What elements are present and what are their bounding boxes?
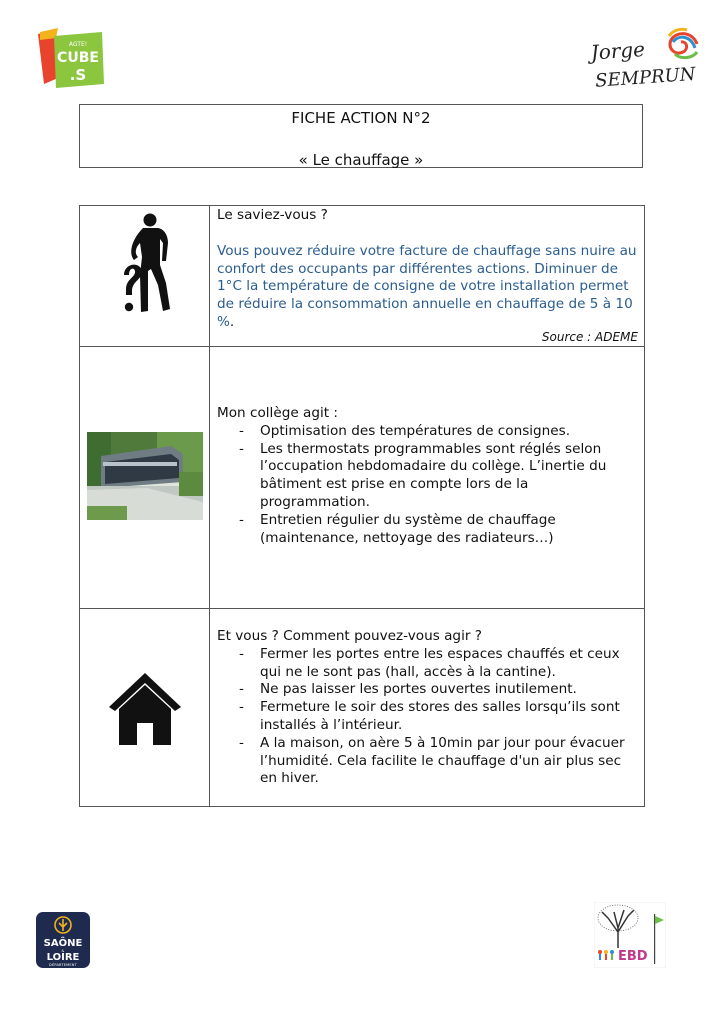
list-item: - Ne pas laisser les portes ouvertes inutilement. bbox=[239, 681, 637, 699]
ebd-logo-text: EBD bbox=[618, 949, 648, 964]
row-icon-cell bbox=[80, 608, 210, 806]
row-text-cell bbox=[210, 608, 644, 806]
action-table bbox=[79, 205, 645, 807]
saone-emblem-icon bbox=[53, 915, 73, 935]
did-you-know-heading: Le saviez-vous ? bbox=[217, 207, 328, 223]
agtei-cube-logo bbox=[36, 28, 106, 90]
semprun-logo-text-1: Jorge bbox=[589, 36, 646, 65]
table-row-my-college bbox=[80, 346, 644, 609]
house-icon bbox=[107, 671, 183, 745]
semprun-logo-text-2: SEMPRUN bbox=[594, 63, 697, 92]
saone-logo-amp: & bbox=[61, 949, 65, 953]
what-about-you-heading: Et vous ? Comment pouvez-vous agir ? bbox=[217, 628, 482, 644]
page-subtitle: « Le chauffage » bbox=[298, 151, 424, 169]
did-you-know-text-end: . bbox=[229, 313, 235, 330]
saone-et-loire-logo bbox=[36, 912, 90, 968]
table-row-what-about-you bbox=[80, 608, 644, 806]
row-image-cell bbox=[80, 346, 210, 608]
thinking-person-question-icon bbox=[118, 213, 180, 315]
list-item: - Entretien régulier du système de chauffage (maintenance, nettoyage des radiateurs…) bbox=[239, 512, 637, 548]
college-building-photo bbox=[87, 432, 203, 520]
did-you-know-text: Vous pouvez réduire votre facture de chauffage sans nuire au confort des occupants par différentes actions. Diminuer de 1°C la température de consigne de votre installation permet de réduire la consommation annuelle en chauffage de 5 à 10 % bbox=[217, 242, 637, 330]
row-icon-cell bbox=[80, 206, 210, 346]
list-item: - Fermeture le soir des stores des salles lorsqu’ils sont installés à l’intérieur. bbox=[239, 699, 637, 735]
saone-logo-text-2: LOIRE bbox=[46, 952, 80, 963]
my-college-actions-list bbox=[217, 423, 637, 548]
ebd-tree-logo bbox=[594, 902, 666, 968]
row-text-cell bbox=[210, 206, 644, 346]
jorge-semprun-logo bbox=[585, 26, 703, 92]
list-item: - Optimisation des températures de consignes. bbox=[239, 423, 637, 441]
list-item: - Les thermostats programmables sont réglés selon l’occupation hebdomadaire du collège. L’inertie du bâtiment est prise en compte lors de la programmation. bbox=[239, 441, 637, 512]
cube-logo-text-1: AGTE! bbox=[68, 41, 88, 48]
cube-logo-text-3: .S bbox=[69, 66, 87, 84]
what-about-you-actions-list bbox=[217, 646, 637, 788]
source-credit: Source : ADEME bbox=[541, 330, 638, 344]
row-text-cell bbox=[210, 346, 644, 608]
saone-logo-small: DÉPARTEMENT bbox=[49, 963, 77, 967]
my-college-heading: Mon collège agit : bbox=[217, 405, 338, 421]
title-box bbox=[79, 104, 643, 168]
list-item: - A la maison, on aère 5 à 10min par jour pour évacuer l’humidité. Cela facilite le chauffage d'un air plus sec en hiver. bbox=[239, 735, 637, 788]
cube-logo-text-2: CUBE bbox=[57, 50, 99, 66]
page-title: FICHE ACTION N°2 bbox=[291, 109, 431, 127]
table-row-did-you-know bbox=[80, 206, 644, 347]
list-item: - Fermer les portes entre les espaces chauffés et ceux qui ne le sont pas (hall, accès à la cantine). bbox=[239, 646, 637, 682]
saone-logo-text-1: SAÔNE bbox=[43, 938, 83, 949]
